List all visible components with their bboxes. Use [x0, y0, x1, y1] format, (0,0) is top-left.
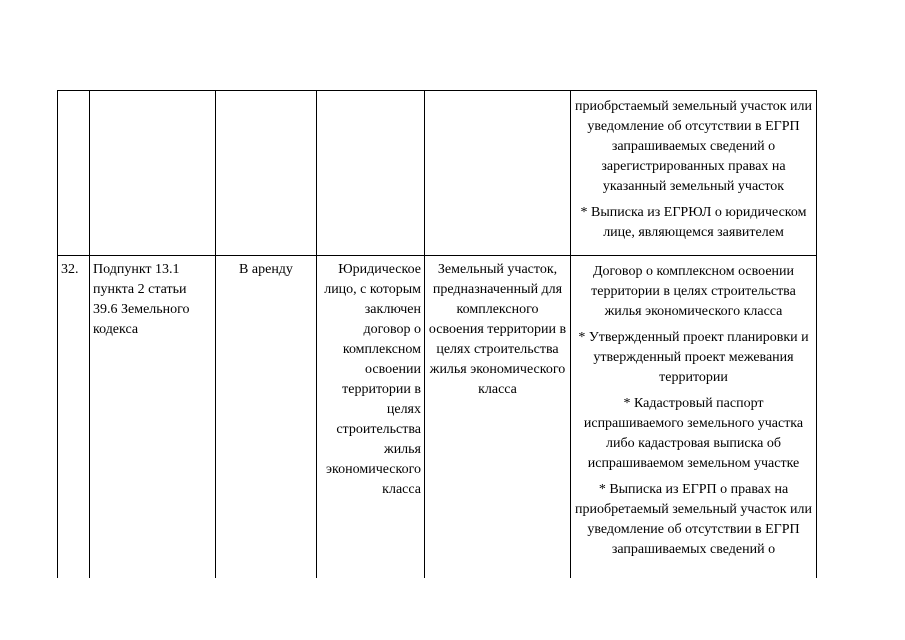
- cell-documents: [571, 256, 817, 579]
- legal-basis: Подпункт 13.1 пункта 2 статьи 39.6 Земельного кодекса: [93, 262, 190, 337]
- applicant-description: Юридическое лицо, с которым заключен договор о комплексном освоении территории в целях строительства жилья экономического класса: [324, 262, 421, 497]
- cell-number: [58, 256, 90, 579]
- cell-applicant: [317, 256, 425, 579]
- document-paragraph: приобрстаемый земельный участок или уведомление об отсутствии в ЕГРП запрашиваемых сведений о зарегистрированных правах на указанный земельный участок: [574, 99, 813, 194]
- land-documents-table: [57, 90, 817, 578]
- cell-type: [216, 91, 317, 256]
- document-paragraph: Договор о комплексном освоении территории в целях строительства жилья экономического класса: [591, 264, 796, 319]
- cell-basis: [90, 256, 216, 579]
- land-description: Земельный участок, предназначенный для комплексного освоения территории в целях строительства жилья экономического класса: [428, 262, 567, 397]
- row-number: 32.: [61, 262, 79, 277]
- cell-type: [216, 256, 317, 579]
- table-row: [58, 256, 817, 579]
- document-paragraph: * Утвержденный проект планировки и утвержденный проект межевания территории: [578, 330, 809, 385]
- cell-land: [425, 256, 571, 579]
- document-paragraph: * Кадастровый паспорт испрашиваемого земельного участка либо кадастровая выписка об испрашиваемом земельном участке: [583, 396, 804, 471]
- document-paragraph: * Выписка из ЕГРЮЛ о юридическом лице, являющемся заявителем: [580, 205, 807, 240]
- cell-number: [58, 91, 90, 256]
- cell-documents: [571, 91, 817, 256]
- cell-land: [425, 91, 571, 256]
- cell-applicant: [317, 91, 425, 256]
- document-paragraph: * Выписка из ЕГРП о правах на приобретаемый земельный участок или уведомление об отсутствии в ЕГРП запрашиваемых сведений о: [574, 482, 813, 557]
- table-row: [58, 91, 817, 256]
- cell-basis: [90, 91, 216, 256]
- grant-type: В аренду: [239, 262, 293, 277]
